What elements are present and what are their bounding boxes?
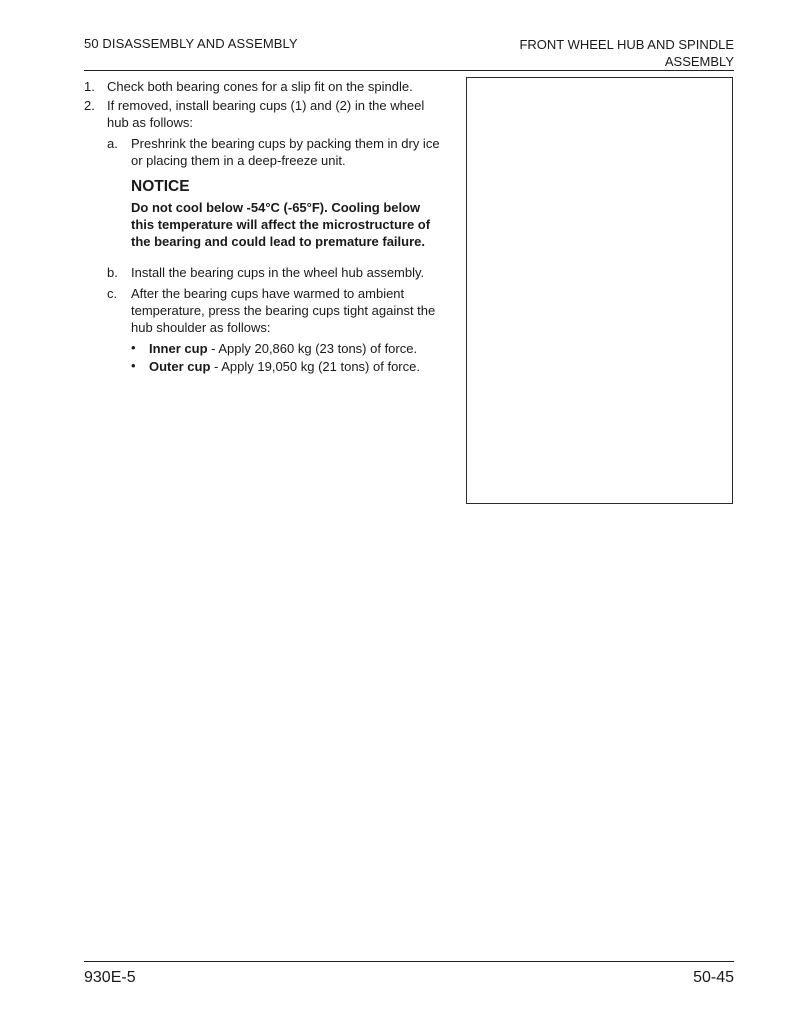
header-topic-line2: ASSEMBLY (664, 54, 734, 69)
step-number: 1. (84, 79, 95, 94)
notice-title: NOTICE (131, 178, 190, 195)
step-number: 2. (84, 98, 95, 113)
bullet-dot: • (131, 340, 136, 355)
figure-frame (466, 77, 733, 504)
notice-text: Do not cool below -54°C (-65°F). Cooling below this temperature will affect the microstructure of the bearing and could lead to premature failure. (131, 200, 431, 249)
footer-divider (84, 961, 734, 962)
substep-text: Install the bearing cups in the wheel hub assembly. (131, 265, 425, 280)
step-1 (84, 78, 444, 95)
header-topic-line1: FRONT WHEEL HUB AND SPINDLE (519, 37, 734, 52)
notice-block (131, 177, 444, 250)
bullet-term: Inner cup (149, 341, 208, 356)
bullet-text: - Apply 20,860 kg (23 tons) of force. (207, 341, 418, 356)
step-text: If removed, install bearing cups (1) and (2) in the wheel hub as follows: (107, 98, 425, 130)
bullet-outer-cup (131, 358, 444, 375)
procedure-column (84, 78, 444, 377)
bullet-inner-cup (131, 340, 444, 357)
force-bullet-list (131, 340, 444, 375)
header-topic-title (519, 36, 734, 70)
bullet-text: - Apply 19,050 kg (21 tons) of force. (210, 359, 420, 374)
substep-letter: b. (107, 265, 118, 280)
bullet-dot: • (131, 358, 136, 373)
header-section-title: 50 DISASSEMBLY AND ASSEMBLY (84, 36, 298, 51)
header-divider (84, 70, 734, 71)
substep-text: Preshrink the bearing cups by packing them in dry ice or placing them in a deep-freeze unit. (131, 136, 440, 168)
substep-text: After the bearing cups have warmed to ambient temperature, press the bearing cups tight against the hub shoulder as follows: (131, 286, 436, 335)
step-text: Check both bearing cones for a slip fit on the spindle. (107, 79, 413, 94)
substep-b (107, 264, 444, 281)
substep-c (107, 285, 444, 375)
footer-model: 930E-5 (84, 969, 136, 986)
substep-letter: a. (107, 136, 118, 151)
bullet-term: Outer cup (149, 359, 211, 374)
step-2 (84, 97, 444, 375)
substep-a (107, 135, 444, 169)
substep-letter: c. (107, 286, 118, 301)
footer-page-number: 50-45 (693, 969, 734, 986)
